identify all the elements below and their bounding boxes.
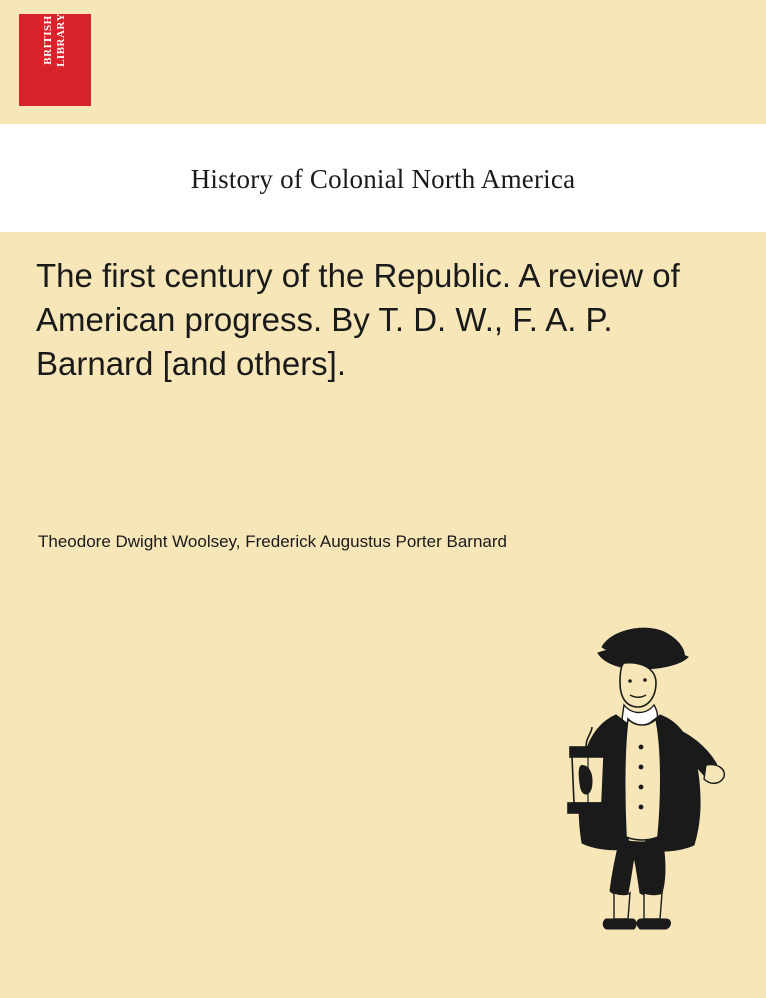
colonial-man-with-lantern-illustration (520, 607, 750, 947)
logo-line-2: LIBRARY (55, 13, 67, 67)
logo-line-1: BRITISH (42, 15, 55, 65)
band-divider-bottom (0, 210, 766, 232)
series-band (0, 148, 766, 210)
book-title: The first century of the Republic. A review of American progress. By T. D. W., F. A. P. Barnard [and others]. (36, 257, 680, 382)
top-band (0, 0, 766, 124)
british-library-logo (19, 14, 91, 106)
book-authors: Theodore Dwight Woolsey, Frederick Augustus Porter Barnard (38, 532, 507, 551)
cover-main-area (0, 232, 766, 998)
series-title: History of Colonial North America (190, 163, 576, 194)
band-divider-top (0, 124, 766, 148)
